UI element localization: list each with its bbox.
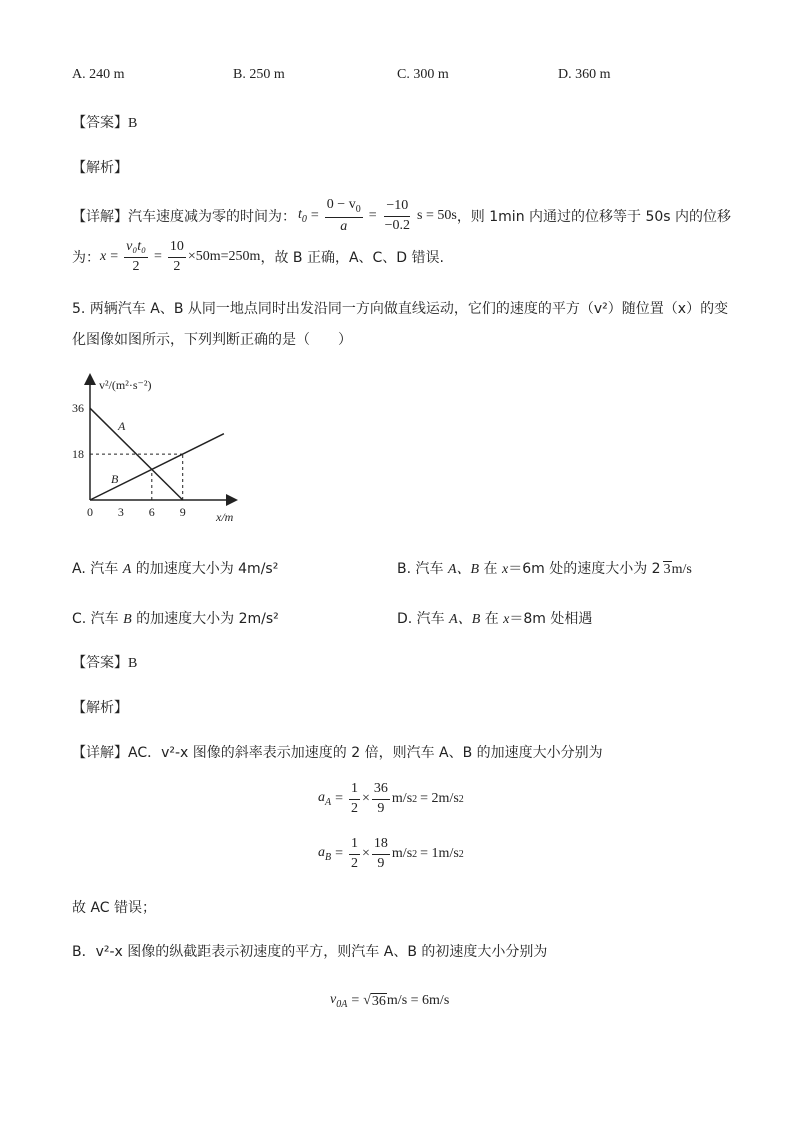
x-tick-label: 0 <box>87 505 93 519</box>
q5-option-b: B. 汽车 A、B 在 x＝6m 处的速度大小为 2 3m/s <box>397 561 692 577</box>
y-tick-label: 18 <box>72 447 84 462</box>
fraction-3: $\frac{\text{v₀t₀}}{2}$ <box>126 239 146 274</box>
fraction-1: $\frac{0 - v_0}{a}$ <box>326 197 361 234</box>
x-axis-label: x/m <box>216 510 234 524</box>
result: s = 50s <box>417 208 457 223</box>
question-5-stem-2: 化图像如图所示，下列判断正确的是（ ） <box>72 332 352 348</box>
y-tick-label: 36 <box>72 401 84 416</box>
option-d: D. 360 m <box>558 67 611 82</box>
option-b: B. 250 m <box>233 67 285 82</box>
option-c: C. 300 m <box>397 67 449 82</box>
fraction-4: $\frac{10}{2}$ <box>169 239 184 274</box>
series-line-b <box>90 434 224 500</box>
q5-answer-line: 【答案】B <box>72 655 138 671</box>
equation-aA: $a_A$ = $\frac{1}{2}$ × $\frac{36}{9}$ m/s 2 = 2m/s 2 <box>318 781 464 816</box>
detail-text: ，则 1min 内通过的位移等于 50s 内的位移 <box>456 209 732 225</box>
detail-line-2: 为： x = $\frac{\text{v₀t₀}}{2}$ = $\frac{10}{2}$ ×50m=250m ，故 B 正确，A、C、D 错误. <box>72 239 444 274</box>
y-axis-label: v²/(m²·s⁻²) <box>99 378 152 392</box>
q5-analysis-label: 【解析】 <box>72 700 128 716</box>
x-tick-label: 6 <box>148 505 155 519</box>
result: ×50m=250m <box>187 249 261 264</box>
fraction-2: $\frac{-10}{-0.2}$ <box>384 198 411 233</box>
option-a: A. 240 m <box>72 67 125 82</box>
equation-aB: $a_B$ = $\frac{1}{2}$ × $\frac{18}{9}$ m/s 2 = 1m/s 2 <box>318 836 464 871</box>
series-label-b: B <box>111 472 119 486</box>
x-symbol: x <box>100 249 107 264</box>
answer-label: 【答案】 <box>72 115 128 131</box>
q5-option-a: A. 汽车 A 的加速度大小为 4m/s² <box>72 561 279 577</box>
question-5-stem-1: 5. 两辆汽车 A、B 从同一地点同时出发沿同一方向做直线运动，它们的速度的平方（v²）随位置（x）的变 <box>72 301 729 317</box>
ac-wrong-line: 故 AC 错误； <box>72 900 157 916</box>
detail-text: 汽车速度减为零的时间为： <box>128 209 296 225</box>
x-tick-label: 9 <box>179 505 186 519</box>
x-tick-label: 3 <box>117 505 124 519</box>
detail-text: ，故 B 正确，A、C、D 错误. <box>260 250 444 266</box>
q5-detail-line: 【详解】AC．v²-x 图像的斜率表示加速度的 2 倍，则汽车 A、B 的加速度大小分别为 <box>72 745 603 761</box>
q5-option-d: D. 汽车 A、B 在 x＝8m 处相遇 <box>397 611 593 627</box>
series-label-a: A <box>118 419 126 433</box>
detail-line-1: 【详解】 汽车速度减为零的时间为： $t_0$ = $\frac{0 - v_0}{a}$ = $\frac{-10}{-0.2}$ s = 50s ，则 1min 内通过的位移等于 50s 内的位移 <box>72 197 732 234</box>
analysis-label: 【解析】 <box>72 160 128 176</box>
answer-value: B <box>128 116 138 131</box>
detail-label: 【详解】 <box>72 209 128 225</box>
t0-symbol: $t_0$ <box>298 207 307 225</box>
equation-v0A: $v_{0A}$ = √ 36 m/s = 6m/s <box>330 992 450 1010</box>
sqrt-3: 3 <box>663 562 671 577</box>
q5-option-c: C. 汽车 B 的加速度大小为 2m/s² <box>72 611 279 627</box>
b-explanation-line: B．v²-x 图像的纵截距表示初速度的平方，则汽车 A、B 的初速度大小分别为 <box>72 944 548 960</box>
detail-text: 为： <box>72 250 100 266</box>
